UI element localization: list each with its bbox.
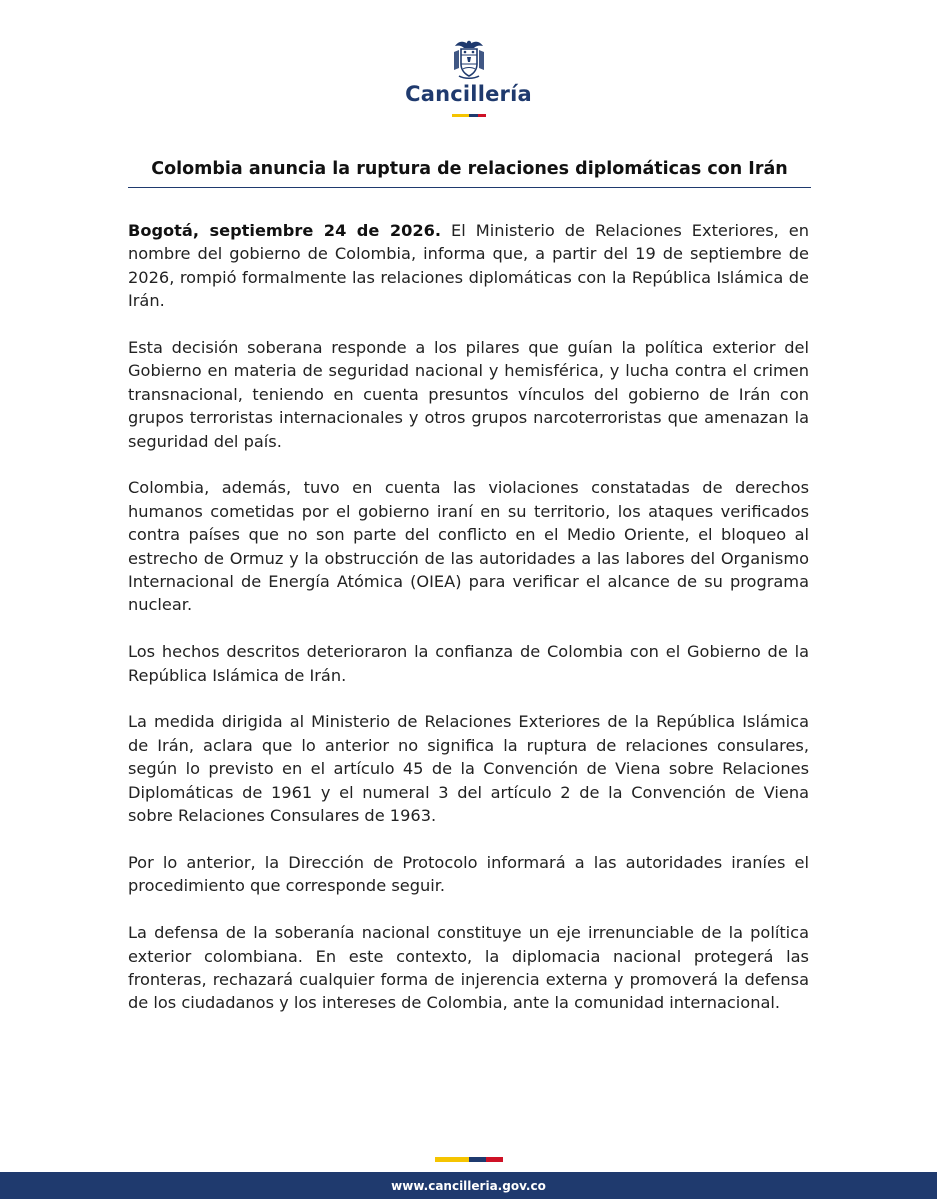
document-body [128,219,809,1038]
paragraph: Los hechos descritos deterioraron la confianza de Colombia con el Gobierno de la República Islámica de Irán. [128,642,809,685]
brand-name: Cancillería [405,82,532,106]
paragraph: Por lo anterior, la Dirección de Protocolo informará a las autoridades iraníes el procedimiento que corresponde seguir. [128,852,809,896]
colombia-coat-of-arms-icon [451,38,487,82]
letterhead [0,38,937,117]
paragraph: Colombia, además, tuvo en cuenta las violaciones constatadas de derechos humanos cometidas por el gobierno iraní en su territorio, los ataques verificados contra países que no son parte del conflicto en el Medio Oriente, el bloqueo al estrecho de Ormuz y la obstrucción de las autoridades a las labores del Organismo Internacional de Energía Atómica (OIEA) para verificar el alcance de su programa nuclear. [128,478,809,615]
title-divider [128,187,811,188]
paragraph: Esta decisión soberana responde a los pilares que guían la política exterior del Gobierno en materia de seguridad nacional y hemisférica, y lucha contra el crimen transnacional, teniendo en cuenta presuntos vínculos del gobierno de Irán con grupos terroristas internacionales y otros grupos narcoterroristas que amenazan la seguridad del país. [128,338,809,451]
paragraph [128,219,809,313]
footer-website-link[interactable]: www.cancilleria.gov.co [391,1179,546,1193]
document-title: Colombia anuncia la ruptura de relaciones diplomáticas con Irán [151,159,788,179]
paragraph-text: El Ministerio de Relaciones Exteriores, en nombre del gobierno de Colombia, informa que, a partir del 19 de septiembre de 2026, rompió formalmente las relaciones diplomáticas con la República Islámica de Irán. [128,221,809,311]
flag-stripe [452,114,486,117]
paragraph: La defensa de la soberanía nacional constituye un eje irrenunciable de la política exterior colombiana. En este contexto, la diplomacia nacional protegerá las fronteras, rechazará cualquier forma de injerencia externa y promoverá la defensa de los ciudadanos y los intereses de Colombia, ante la comunidad internacional. [128,923,809,1013]
footer-flag-stripe [435,1157,503,1162]
dateline: Bogotá, septiembre 24 de 2026. [128,221,442,240]
paragraph: La medida dirigida al Ministerio de Relaciones Exteriores de la República Islámica de Irán, aclara que lo anterior no significa la ruptura de relaciones consulares, según lo previsto en el artículo 45 de la Convención de Viena sobre Relaciones Diplomáticas de 1961 y el numeral 3 del artículo 2 de la Convención de Viena sobre Relaciones Consulares de 1963. [128,712,809,826]
